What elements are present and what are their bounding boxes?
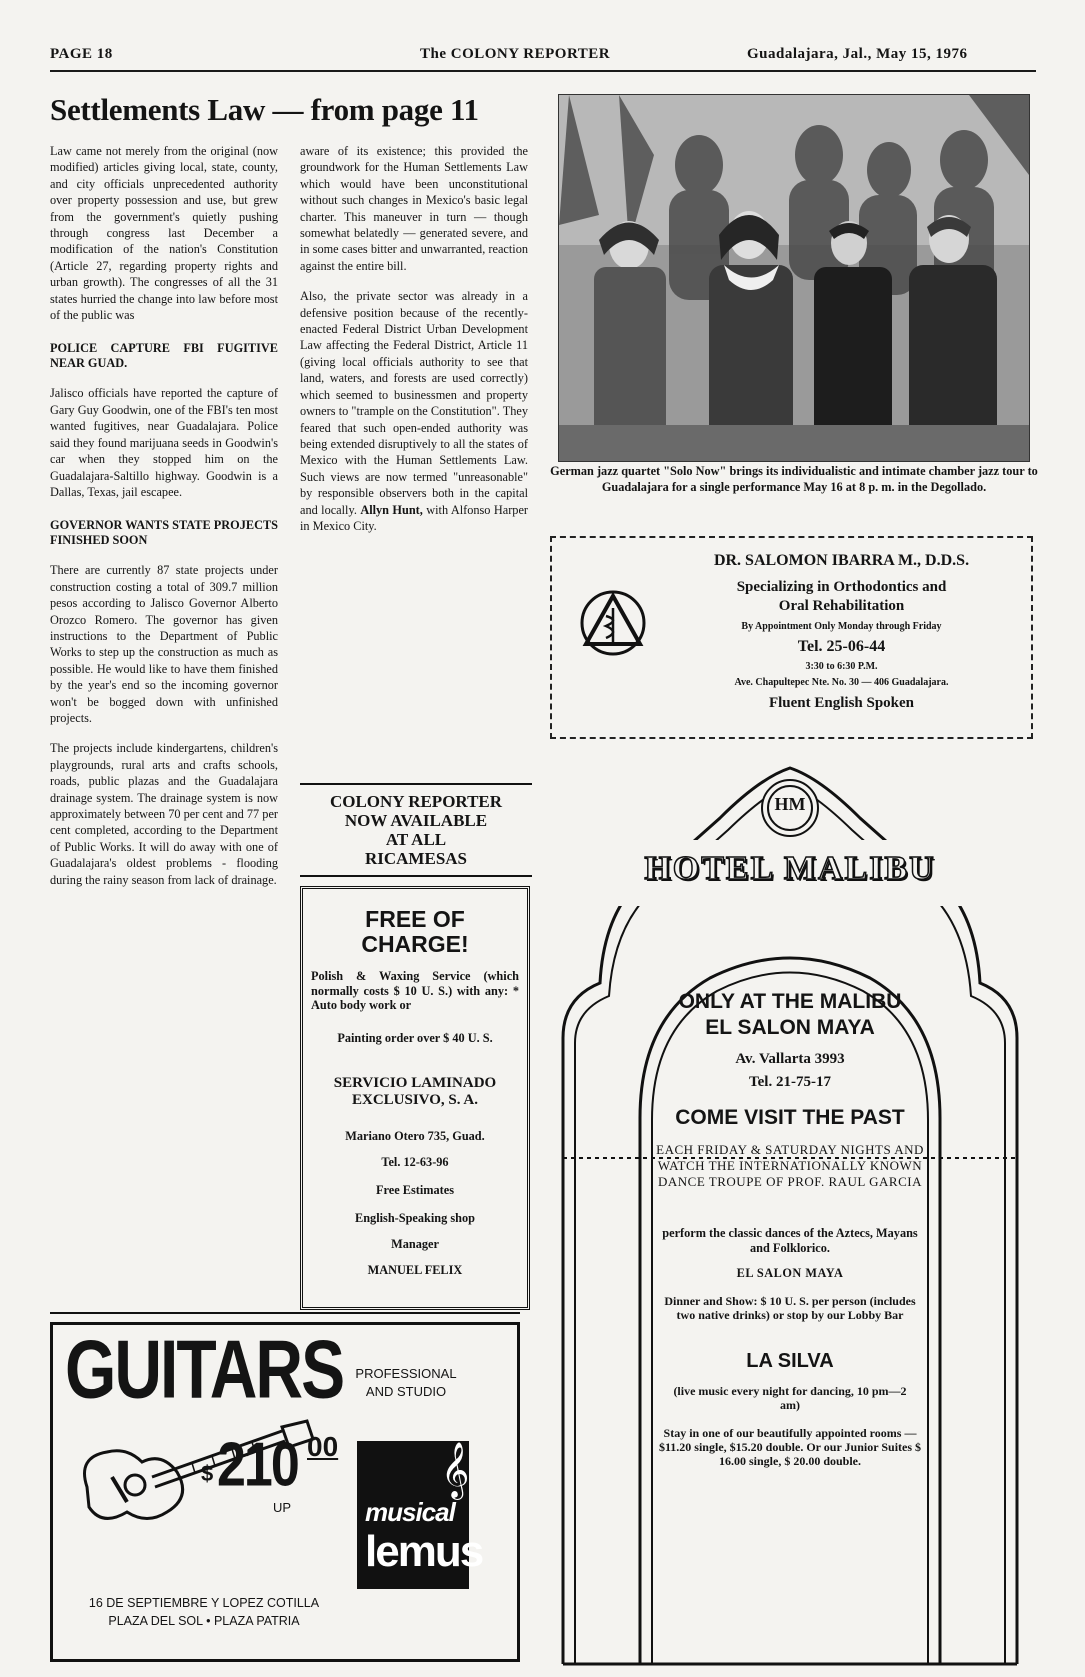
hotel-monogram: HM [774,794,806,814]
article-paragraph: There are currently 87 state projects under construction costing a total of 309.7 million pesos according to Jalisco Governor Alberto Orozco Romero. The governor has given instructions to the Department of Public Works to step up the construction as much as possible. He would like to have them finished by the year's end so the incoming governor won't be bogged down with unfinished projects. [50,563,278,725]
hotel-phone: Tel. 21-75-17 [749,1074,831,1090]
treble-clef-icon: 𝄞 [441,1444,470,1497]
article-column-2 [300,143,528,548]
article-paragraph [300,288,528,534]
free-painting: Painting order over $ 40 U. S. [337,1030,493,1045]
article-paragraph: aware of its existence; this provided the groundwork for the Human Settlements Law which would have been unconstitutional without such changes in Mexico's basic legal charter. This maneuver in turn — though somewhat belatedly — generated severe, and in some cases bitter and unwarranted, reaction against the entire bill. [300,144,528,273]
subhead-fbi-fugitive: POLICE CAPTURE FBI FUGITIVE NEAR GUAD. [50,341,278,371]
article-paragraph: Jalisco officials have reported the capture of Gary Guy Goodwin, one of the FBI's ten most wanted fugitives, near Guadalajara. Police said they found marijuana seeds in Goodwin's car when they stopped him on the Guadalajara-Saltillo highway. Goodwin is a Dallas, Texas, jail escapee. [50,386,278,499]
hotel-arch-frame [545,758,1035,1670]
jazz-quartet-photo [558,94,1030,462]
hotel-stay: Stay in one of our beautifully appointed rooms — $11.20 single, $15.20 double. Or our Junior Suites $ 16.00 single, $ 20.00 double. [658,1426,922,1468]
free-estimates: Free Estimates [376,1182,454,1197]
free-manager-label: Manager [391,1236,439,1251]
free-company: SERVICIO LAMINADO EXCLUSIVO, S. A. [333,1074,497,1108]
photo-caption: German jazz quartet "Solo Now" brings its individualistic and intimate chamber jazz tour to Guadalajara for a single performance May 16 at 8 p. m. in the Degollado. [550,464,1038,494]
article-paragraph: Law came not merely from the original (now modified) articles giving local, state, county, and city officials unprecedented authority over property possession and use, but grew from the government's quietly pushing through congress last December a modification of the nation's Constitution (Article 27, regarding property rights and urban growth). The congresses of all the 31 states hurried the change into law before most of the public was [50,144,278,323]
photo-illustration [559,95,1029,461]
page-number: PAGE 18 [50,46,113,62]
hotel-come-visit: COME VISIT THE PAST [675,1106,905,1129]
free-english-shop: English-Speaking shop [355,1210,475,1225]
dentist-appointment: By Appointment Only Monday through Friday [741,621,942,632]
guitar-price-dollar: $ [201,1461,214,1486]
colony-line-4: RICAMESAS [364,849,468,868]
dateline: Guadalajara, Jal., May 15, 1976 [747,46,968,62]
colony-line-2: NOW AVAILABLE [344,811,488,830]
article-headline: Settlements Law — from page 11 [50,92,479,127]
guitars-ad [50,1322,520,1662]
free-title-2: CHARGE! [361,931,469,957]
dentist-phone: Tel. 25-06-44 [797,638,886,655]
colony-line-1: COLONY REPORTER [329,792,503,811]
guitars-professional: PROFESSIONAL AND STUDIO [355,1366,457,1399]
hotel-malibu-ad [545,758,1035,1670]
logo-lemus: lemus [365,1527,483,1576]
divider [300,783,532,785]
article-text: Also, the private sector was already in a defensive position because of the recently-enacted Federal District Urban Development Law affecting the Federal District, Article 11 (giving local officials authority to see that land, waters, and forests are used correctly) which seemed to businessmen and property owners to "trample on the Constitution". They feared that such open-ended authority was being extended disruptively to all the states of Mexico with the Human Settlements Law. Such views are now termed "unreasonable" by responsible observers both in the capital and locally. [300,289,528,517]
free-title-1: FREE OF [365,906,465,932]
byline: Allyn Hunt, [360,502,423,517]
dentist-specialty-2: Oral Rehabilitation [778,598,905,614]
dentist-address: Ave. Chapultepec Nte. No. 30 — 406 Guadalajara. [734,677,949,688]
divider [300,875,532,877]
guitar-price: 210 [217,1430,298,1500]
hotel-address: Av. Vallarta 3993 [735,1051,845,1067]
free-of-charge-ad [300,886,530,1310]
hotel-dinner: Dinner and Show: $ 10 U. S. per person (includes two native drinks) or stop by our Lobby Bar [664,1294,916,1322]
subhead-state-projects: GOVERNOR WANTS STATE PROJECTS FINISHED SOON [50,518,278,548]
free-manager-name: MANUEL FELIX [367,1262,463,1277]
hotel-salon-label: EL SALON MAYA [736,1266,844,1280]
guitars-title: GUITARS [65,1322,344,1415]
dentist-specialty-1: Specializing in Orthodontics and [736,579,947,595]
dentist-english: Fluent English Spoken [768,695,915,711]
hotel-perform: perform the classic dances of the Aztecs, Mayans and Folklorico. [662,1226,918,1255]
free-phone: Tel. 12-63-96 [381,1154,449,1169]
guitar-address-2: PLAZA DEL SOL • PLAZA PATRIA [108,1614,300,1628]
byline-tail: with Alfonso Harper in Mexico City. [300,502,529,533]
caduceus-triangle-icon [578,588,648,658]
free-address: Mariano Otero 735, Guad. [345,1128,485,1143]
dentist-ad [550,536,1033,739]
hotel-live-music: (live music every night for dancing, 10 pm—2 am) [673,1384,907,1412]
hotel-salon-maya: EL SALON MAYA [705,1016,875,1039]
guitar-price-up: UP [273,1500,292,1515]
musical-lemus-logo [357,1441,483,1589]
newspaper-name: The COLONY REPORTER [420,46,611,62]
hotel-name: HOTEL MALIBU [644,850,936,887]
guitar-address-1: 16 DE SEPTIEMBRE Y LOPEZ COTILLA [88,1596,320,1610]
hotel-la-silva: LA SILVA [746,1350,834,1372]
dentist-hours: 3:30 to 6:30 P.M. [805,661,878,672]
masthead-rule [50,70,1036,72]
article-column-1 [50,143,278,902]
logo-musical: musical [365,1497,455,1527]
free-body: Polish & Waxing Service (which normally costs $ 10 U. S.) with any: * Auto body work or [311,969,519,1012]
article-paragraph: The projects include kindergartens, children's playgrounds, rural arts and crafts schools, roads, public plazas and the Guadalajara drainage system. The drainage system is now approximately between 70 per cent and 77 per cent completed, according to the Department of Public Works. It will do away with one of Guadalajara's oldest problems - flooding during the rainy season from lack of drainage. [50,741,278,887]
guitar-price-cents: 00 [307,1431,339,1462]
dentist-name: DR. SALOMON IBARRA M., D.D.S. [713,552,970,569]
colony-line-3: AT ALL [385,830,447,849]
divider [50,1312,520,1314]
hotel-only-at: ONLY AT THE MALIBU [678,990,902,1013]
colony-reporter-ad [300,792,532,868]
hotel-each-friday: EACH FRIDAY & SATURDAY NIGHTS AND WATCH THE INTERNATIONALLY KNOWN DANCE TROUPE OF PROF. RAUL GARCIA [656,1142,924,1189]
